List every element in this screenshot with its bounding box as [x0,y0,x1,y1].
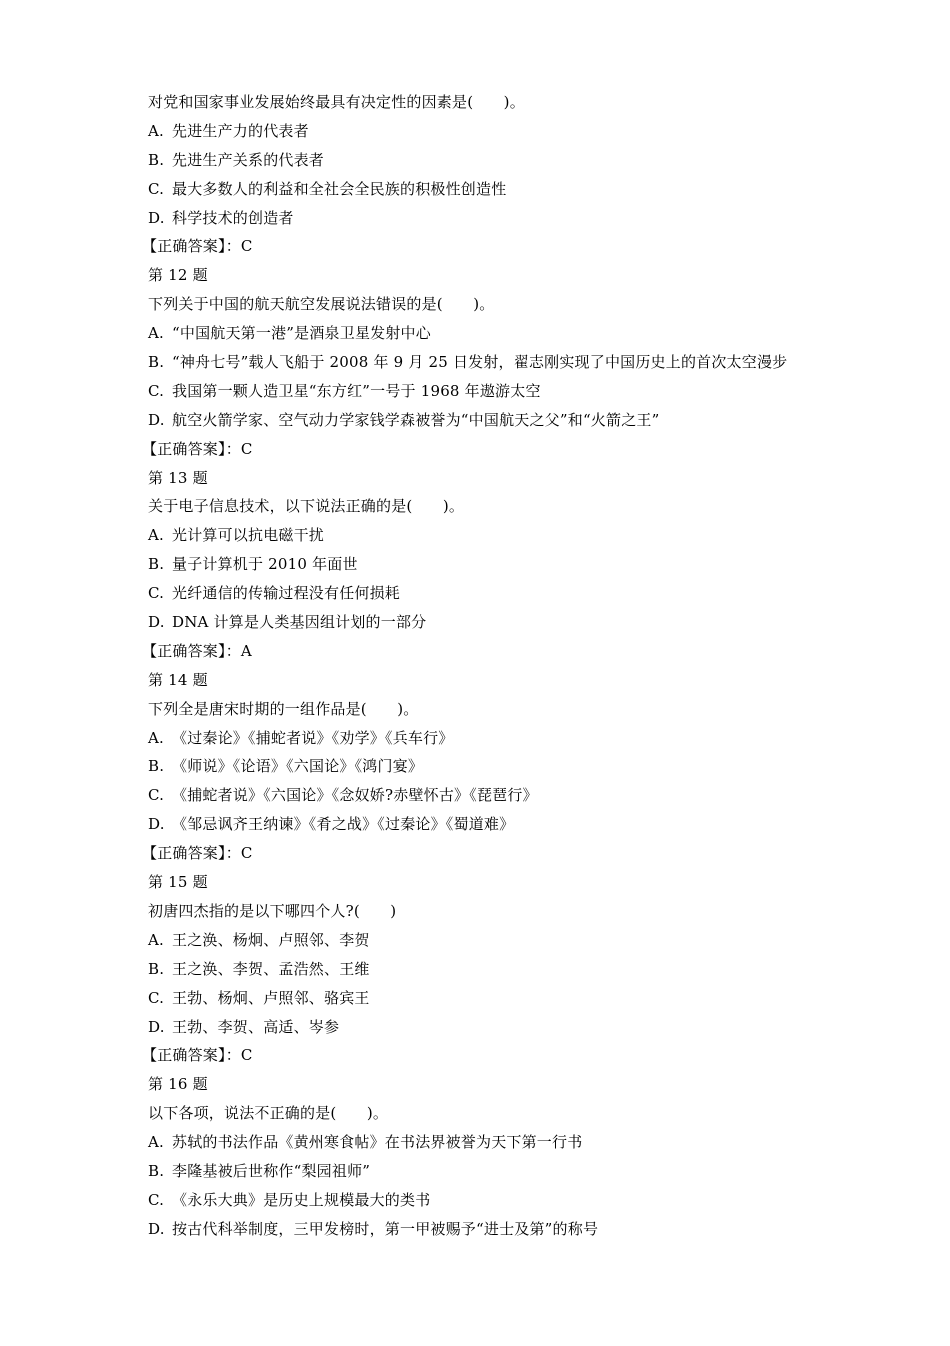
option-letter: C. [148,584,165,603]
option-letter: D. [148,1219,165,1238]
option-letter: A. [148,121,165,140]
question-number: 第 14 题 [148,670,208,689]
correct-answer: 【正确答案】：C [142,844,253,863]
option-letter: B. [148,959,165,978]
option-text: 先进生产关系的代表者 [172,150,325,169]
option-letter: C. [148,786,165,805]
option-letter: B. [148,555,165,574]
option-text: 科学技术的创造者 [172,208,294,227]
question-stem: 以下各项，说法不正确的是( )。 [148,1104,389,1123]
option-b [148,1157,908,1186]
option-text: 按古代科举制度，三甲发榜时，第一甲被赐予“进士及第”的称号 [172,1219,599,1238]
option-letter: C. [148,381,165,400]
option-text: 王勃、李贺、高适、岑参 [172,1017,340,1036]
option-text: “神舟七号”载人飞船于 2008 年 9 月 25 日发射，翟志刚实现了中国历史上的首次太空漫步 [172,353,788,372]
option-c [148,1186,908,1215]
option-text: 量子计算机于 2010 年面世 [172,555,358,574]
option-letter: D. [148,410,165,429]
question-number: 第 16 题 [148,1075,208,1094]
option-text: 王之涣、李贺、孟浩然、王维 [172,959,370,978]
option-c [148,175,908,204]
option-letter: A. [148,728,165,747]
option-a [148,926,908,955]
correct-answer: 【正确答案】：C [142,237,253,256]
question-stem: 下列全是唐宋时期的一组作品是( )。 [148,699,419,718]
option-b [148,752,908,781]
option-letter: B. [148,1161,165,1180]
question-number: 第 12 题 [148,266,208,285]
option-d [148,608,908,637]
option-text: “中国航天第一港”是酒泉卫星发射中心 [172,324,431,343]
option-text: 《过秦论》《捕蛇者说》《劝学》《兵车行》 [172,728,454,747]
question-number: 第 13 题 [148,468,208,487]
option-b [148,955,908,984]
option-letter: B. [148,757,165,776]
option-d [148,810,908,839]
option-letter: A. [148,1133,165,1152]
option-d [148,204,908,233]
correct-answer: 【正确答案】：A [142,641,252,660]
option-text: 李隆基被后世称作“梨园祖师” [172,1161,371,1180]
option-text: 王之涣、杨炯、卢照邻、李贺 [172,930,370,949]
option-text: 先进生产力的代表者 [172,121,309,140]
option-b [148,550,908,579]
option-letter: D. [148,1017,165,1036]
option-c [148,579,908,608]
option-b [148,348,908,377]
option-a [148,117,908,146]
question-stem: 初唐四杰指的是以下哪四个人?( ) [148,901,397,920]
question-number: 第 15 题 [148,873,208,892]
option-letter: D. [148,613,165,632]
option-letter: D. [148,815,165,834]
question-stem: 关于电子信息技术，以下说法正确的是( )。 [148,497,465,516]
option-b [148,146,908,175]
document-page [142,88,908,1244]
option-letter: C. [148,988,165,1007]
option-text: 光纤通信的传输过程没有任何损耗 [172,584,401,603]
option-text: 《永乐大典》是历史上规模最大的类书 [172,1190,431,1209]
option-d [148,1215,908,1244]
option-text: 王勃、杨炯、卢照邻、骆宾王 [172,988,370,1007]
option-text: 《邹忌讽齐王纳谏》《肴之战》《过秦论》《蜀道难》 [172,815,515,834]
option-c [148,781,908,810]
option-a [148,1128,908,1157]
option-a [148,724,908,753]
correct-answer: 【正确答案】：C [142,439,253,458]
option-letter: C. [148,179,165,198]
option-letter: B. [148,353,165,372]
option-d [148,1013,908,1042]
option-letter: B. [148,150,165,169]
option-text: 光计算可以抗电磁干扰 [172,526,325,545]
option-letter: C. [148,1190,165,1209]
option-text: 航空火箭学家、空气动力学家钱学森被誉为“中国航天之父”和“火箭之王” [172,410,660,429]
option-a [148,521,908,550]
option-c [148,984,908,1013]
option-letter: A. [148,930,165,949]
correct-answer: 【正确答案】：C [142,1046,253,1065]
option-text: 《捕蛇者说》《六国论》《念奴娇?赤壁怀古》《琵琶行》 [172,786,538,805]
option-letter: A. [148,324,165,343]
option-letter: A. [148,526,165,545]
option-text: 我国第一颗人造卫星“东方红”一号于 1968 年遨游太空 [172,381,541,400]
option-c [148,377,908,406]
question-stem: 对党和国家事业发展始终最具有决定性的因素是( )。 [148,93,525,111]
option-text: 《师说》《论语》《六国论》《鸿门宴》 [172,757,424,776]
option-text: 最大多数人的利益和全社会全民族的积极性创造性 [172,179,507,198]
option-a [148,319,908,348]
option-d [148,406,908,435]
option-text: DNA 计算是人类基因组计划的一部分 [172,613,427,632]
question-stem: 下列关于中国的航天航空发展说法错误的是( )。 [148,295,495,314]
option-letter: D. [148,208,165,227]
option-text: 苏轼的书法作品《黄州寒食帖》在书法界被誉为天下第一行书 [172,1133,583,1152]
